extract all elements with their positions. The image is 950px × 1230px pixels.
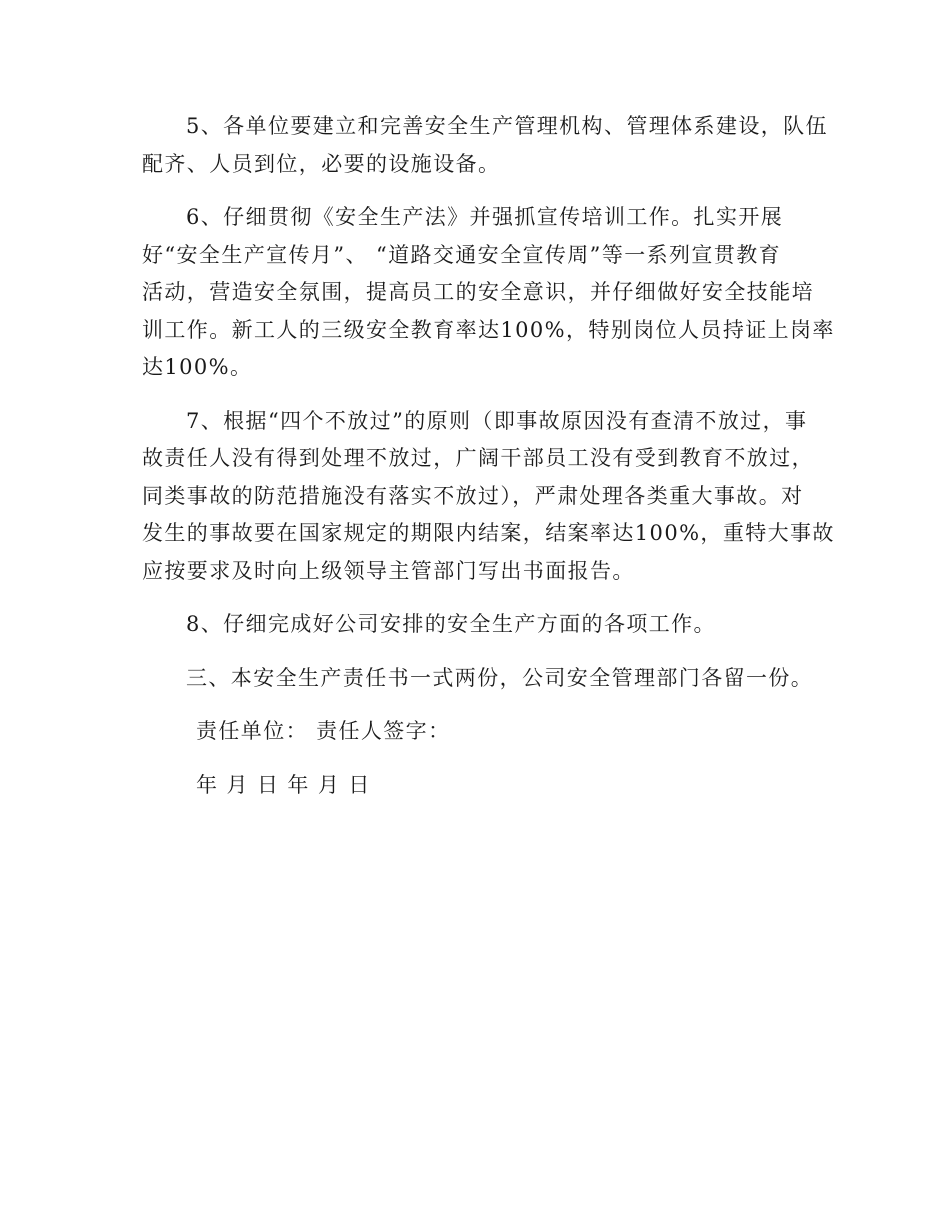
paragraph-6-line-2: 好“安全生产宣传月”、 “道路交通安全宣传周”等一系列宣贯教育 bbox=[142, 242, 782, 267]
paragraph-5 bbox=[142, 108, 828, 183]
signature-line: 责任单位： 责任人签字： bbox=[196, 719, 451, 743]
paragraph-6-line-1: 6、仔细贯彻《安全生产法》并强抓宣传培训工作。扎实开展 bbox=[186, 205, 784, 229]
paragraph-5-line-2: 配齐、人员到位，必要的设施设备。 bbox=[142, 151, 501, 176]
paragraph-7-line-2: 故责任人没有得到处理不放过，广阔干部员工没有受到教育不放过， bbox=[142, 446, 814, 470]
paragraph-6-line-3: 活动，营造安全氛围，提高员工的安全意识，并仔细做好安全技能培 bbox=[142, 280, 814, 304]
paragraph-5-line-1: 5、各单位要建立和完善安全生产管理机构、管理体系建设，队伍 bbox=[186, 114, 828, 138]
paragraph-7-line-1: 7、根据“四个不放过”的原则（即事故原因没有查清不放过，事 bbox=[186, 408, 808, 433]
section-3 bbox=[142, 660, 814, 698]
paragraph-6-line-5: 达100%。 bbox=[142, 355, 253, 379]
date-line: 年 月 日 年 月 日 bbox=[196, 772, 371, 797]
paragraph-7-line-5: 应按要求及时向上级领导主管部门写出书面报告。 bbox=[142, 558, 635, 583]
paragraph-7 bbox=[142, 403, 835, 591]
paragraph-6 bbox=[142, 199, 835, 387]
signature-block bbox=[142, 713, 808, 751]
paragraph-7-line-4: 发生的事故要在国家规定的期限内结案，结案率达100%，重特大事故 bbox=[142, 521, 835, 545]
section-3-line-1: 三、本安全生产责任书一式两份，公司安全管理部门各留一份。 bbox=[186, 665, 814, 690]
date-block bbox=[142, 767, 808, 805]
paragraph-6-line-4: 训工作。新工人的三级安全教育率达100%，特别岗位人员持证上岗率 bbox=[142, 317, 835, 342]
document-body bbox=[142, 108, 835, 804]
paragraph-7-line-3: 同类事故的防范措施没有落实不放过），严肃处理各类重大事故。对 bbox=[142, 483, 804, 508]
paragraph-8 bbox=[142, 606, 808, 644]
paragraph-8-line-1: 8、仔细完成好公司安排的安全生产方面的各项工作。 bbox=[186, 612, 716, 636]
